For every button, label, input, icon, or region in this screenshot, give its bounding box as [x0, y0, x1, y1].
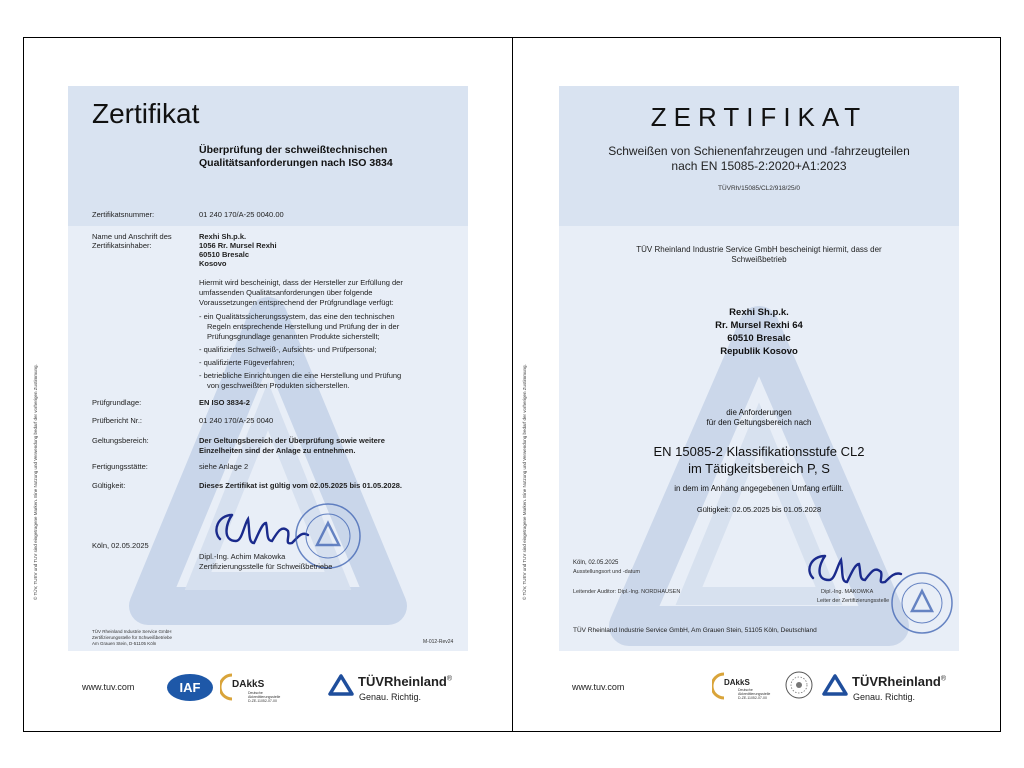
company-country: Republik Kosovo — [720, 346, 798, 357]
tuv-stamp-icon-2 — [889, 570, 955, 636]
validity-2: Gültigkeit: 02.05.2025 bis 01.05.2028 — [696, 505, 822, 514]
tuv-triangle-icon-2 — [822, 674, 848, 696]
cert-number-label: Zertifikatsnummer: — [92, 210, 155, 219]
holder-label-1: Name und Anschrift des — [92, 232, 172, 241]
dakks2-sub3: D-ZE-11052-07-00 — [738, 696, 767, 700]
holder-city: 60510 Bresalc — [199, 250, 250, 259]
bullet3-text: qualifizierte Fügeverfahren; — [203, 358, 295, 367]
dakks-sub2: Akkreditierungsstelle — [248, 695, 281, 699]
validity-label: Gültigkeit: — [92, 481, 126, 490]
holder-country: Kosovo — [199, 259, 227, 268]
bullet1-line2: Regeln entsprechende Herstellung und Prüfung der in der — [207, 322, 400, 331]
dakks2-sub2: Akkreditierungsstelle — [738, 692, 771, 696]
requirements-line1: die Anforderungen — [726, 408, 792, 417]
tuv-brand-name-2 — [852, 674, 946, 689]
bullet1-line1: ein Qualitätssicherungssystem, das eine den technischen — [203, 312, 395, 321]
dakks-sub1: Deutsche — [248, 691, 263, 695]
dakks-sub3: D-ZE-11052-07-00 — [248, 699, 277, 703]
subtitle-line1: Überprüfung der schweißtechnischen — [199, 144, 388, 156]
scope-label: Geltungsbereich: — [92, 436, 149, 445]
dakks-subtext-2 — [738, 688, 770, 700]
place-date-2: Köln, 02.05.2025 — [573, 560, 619, 566]
statement-line1: Hiermit wird bescheinigt, dass der Hersteller zur Erfüllung der — [199, 278, 403, 287]
subtitle2-line1: Schweißen von Schienenfahrzeugen und -fahrzeugteilen — [608, 144, 910, 158]
tuv-brand-text-2: TÜVRheinland — [852, 674, 941, 689]
dakks-logo-2 — [712, 672, 778, 704]
lead-auditor: Leitender Auditor: Dipl.-Ing. NORDHAUSEN — [573, 589, 681, 595]
tuv-trademark: ® — [446, 675, 453, 683]
issuer-block — [92, 629, 172, 647]
bullet2-text: qualifiziertes Schweiß-, Aufsichts- und Prüfpersonal; — [203, 345, 377, 354]
tuv-triangle-icon — [328, 674, 354, 696]
report-label: Prüfbericht Nr.: — [92, 416, 143, 425]
form-code: M-012-Rev24 — [423, 639, 454, 645]
tuv-rheinland-logo — [328, 672, 468, 708]
annex-scope: in dem im Anhang angegebenen Umfang erfüllt. — [674, 484, 844, 493]
page-title-2: ZERTIFIKAT — [650, 102, 868, 132]
bullet3: - qualifizierte Fügeverfahren; — [199, 358, 295, 367]
site: siehe Anlage 2 — [199, 462, 249, 471]
statement-line3: Voraussetzungen entsprechend der Prüfgrundlage verfügt: — [199, 298, 394, 307]
issuer-line1: TÜV Rheinland Industrie Service GmbH — [92, 629, 172, 634]
signer-2: Dipl.-Ing. MAKOWKA — [821, 589, 874, 595]
place-date-label: Ausstellungsort und -datum — [573, 569, 640, 575]
scope-line1: Der Geltungsbereich der Überprüfung sowie weitere — [199, 436, 385, 445]
statement-line2: umfassenden Qualitätsanforderungen über folgende — [199, 288, 373, 297]
tuv-slogan-2: Genau. Richtig. — [853, 692, 916, 702]
validity: Dieses Zertifikat ist gültig vom 02.05.2025 bis 01.05.2028. — [199, 481, 403, 490]
certificate-iso3834 — [68, 86, 468, 651]
eu-seal-icon — [784, 670, 814, 700]
dakks-name: DAkkS — [232, 679, 265, 690]
dakks-logo — [220, 673, 286, 705]
issuer-address-2: TÜV Rheinland Industrie Service GmbH, Am Grauen Stein, 51105 Köln, Deutschland — [573, 627, 817, 634]
issuer-line2: Zertifizierungsstelle für Schweißbetriebe — [92, 635, 173, 640]
site-label: Fertigungsstätte: — [92, 462, 148, 471]
iaf-logo-icon: IAF — [167, 674, 213, 701]
tuv-brand-text: TÜVRheinland — [358, 674, 447, 689]
company-name: Rexhi Sh.p.k. — [729, 307, 789, 318]
trademark-side-note: © TÜV, TUEV und TUV sind eingetragene Marken. Eine Nutzung und Verwendung bedarf der vorherigen Zustimmung. — [33, 364, 38, 600]
reference-number: TÜVRh/15085/CL2/918/25/0 — [717, 185, 801, 192]
website-link[interactable]: www.tuv.com — [82, 682, 135, 692]
page-divider — [512, 37, 513, 732]
issuer-line3: Am Grauen Stein, D-51105 Köln — [92, 641, 157, 646]
signer: Dipl.-Ing. Achim Makowka — [199, 552, 286, 561]
classification-line1: EN 15085-2 Klassifikationsstufe CL2 — [653, 444, 865, 459]
bullet4-line2: von geschweißten Produkten sicherstellen. — [207, 381, 350, 390]
cert-number: 01 240 170/A-25 0040.00 — [199, 210, 284, 219]
dakks-subtext — [248, 691, 280, 703]
certificate-en15085 — [559, 86, 959, 651]
page-title: Zertifikat — [92, 98, 200, 129]
bullet4: - betriebliche Einrichtungen die eine Herstellung und Prüfung — [199, 371, 402, 380]
bullet2: - qualifiziertes Schweiß-, Aufsichts- und Prüfpersonal; — [199, 345, 377, 354]
company-street: Rr. Mursel Rexhi 64 — [715, 320, 803, 331]
scope-line2: Einzelheiten sind der Anlage zu entnehmen. — [199, 446, 356, 455]
requirements-line2: für den Geltungsbereich nach — [706, 418, 812, 427]
place-date: Köln, 02.05.2025 — [92, 541, 149, 550]
dakks2-sub1: Deutsche — [738, 688, 753, 692]
bullet1: - ein Qualitätssicherungssystem, das eine den technischen — [199, 312, 395, 321]
intro-line1: TÜV Rheinland Industrie Service GmbH bescheinigt hiermit, dass der — [636, 245, 882, 254]
report: 01 240 170/A-25 0040 — [199, 416, 274, 425]
trademark-side-note-2: © TÜV, TUEV und TUV sind eingetragene Marken. Eine Nutzung und Verwendung bedarf der vorherigen Zustimmung. — [522, 364, 527, 600]
tuv-brand-name — [358, 674, 452, 689]
tuv-rheinland-logo-2 — [822, 672, 972, 708]
tuv-trademark-2: ® — [940, 675, 947, 683]
tuv-stamp-icon — [293, 501, 363, 571]
tuv-slogan: Genau. Richtig. — [359, 692, 422, 702]
basis: EN ISO 3834-2 — [199, 398, 250, 407]
website-link-2[interactable]: www.tuv.com — [572, 682, 625, 692]
subtitle2-line2: nach EN 15085-2:2020+A1:2023 — [671, 159, 847, 173]
signer-role-2: Leiter der Zertifizierungsstelle — [817, 598, 890, 604]
intro-line2: Schweißbetrieb — [731, 255, 787, 264]
bullet1-line3: Prüfungsgrundlage genannten Produkte sicherstellt; — [207, 332, 380, 341]
dakks-name-2: DAkkS — [724, 678, 750, 687]
company-city: 60510 Bresalc — [727, 333, 791, 344]
holder-street: 1056 Rr. Mursel Rexhi — [199, 241, 277, 250]
signer-role: Zertifizierungsstelle für Schweißbetriebe — [199, 562, 333, 571]
classification-line2: im Tätigkeitsbereich P, S — [688, 461, 830, 476]
holder-label-2: Zertifikatsinhaber: — [92, 241, 152, 250]
holder-name: Rexhi Sh.p.k. — [199, 232, 247, 241]
bullet4-line1: betriebliche Einrichtungen die eine Herstellung und Prüfung — [203, 371, 402, 380]
basis-label: Prüfgrundlage: — [92, 398, 142, 407]
subtitle-line2: Qualitätsanforderungen nach ISO 3834 — [199, 157, 393, 169]
